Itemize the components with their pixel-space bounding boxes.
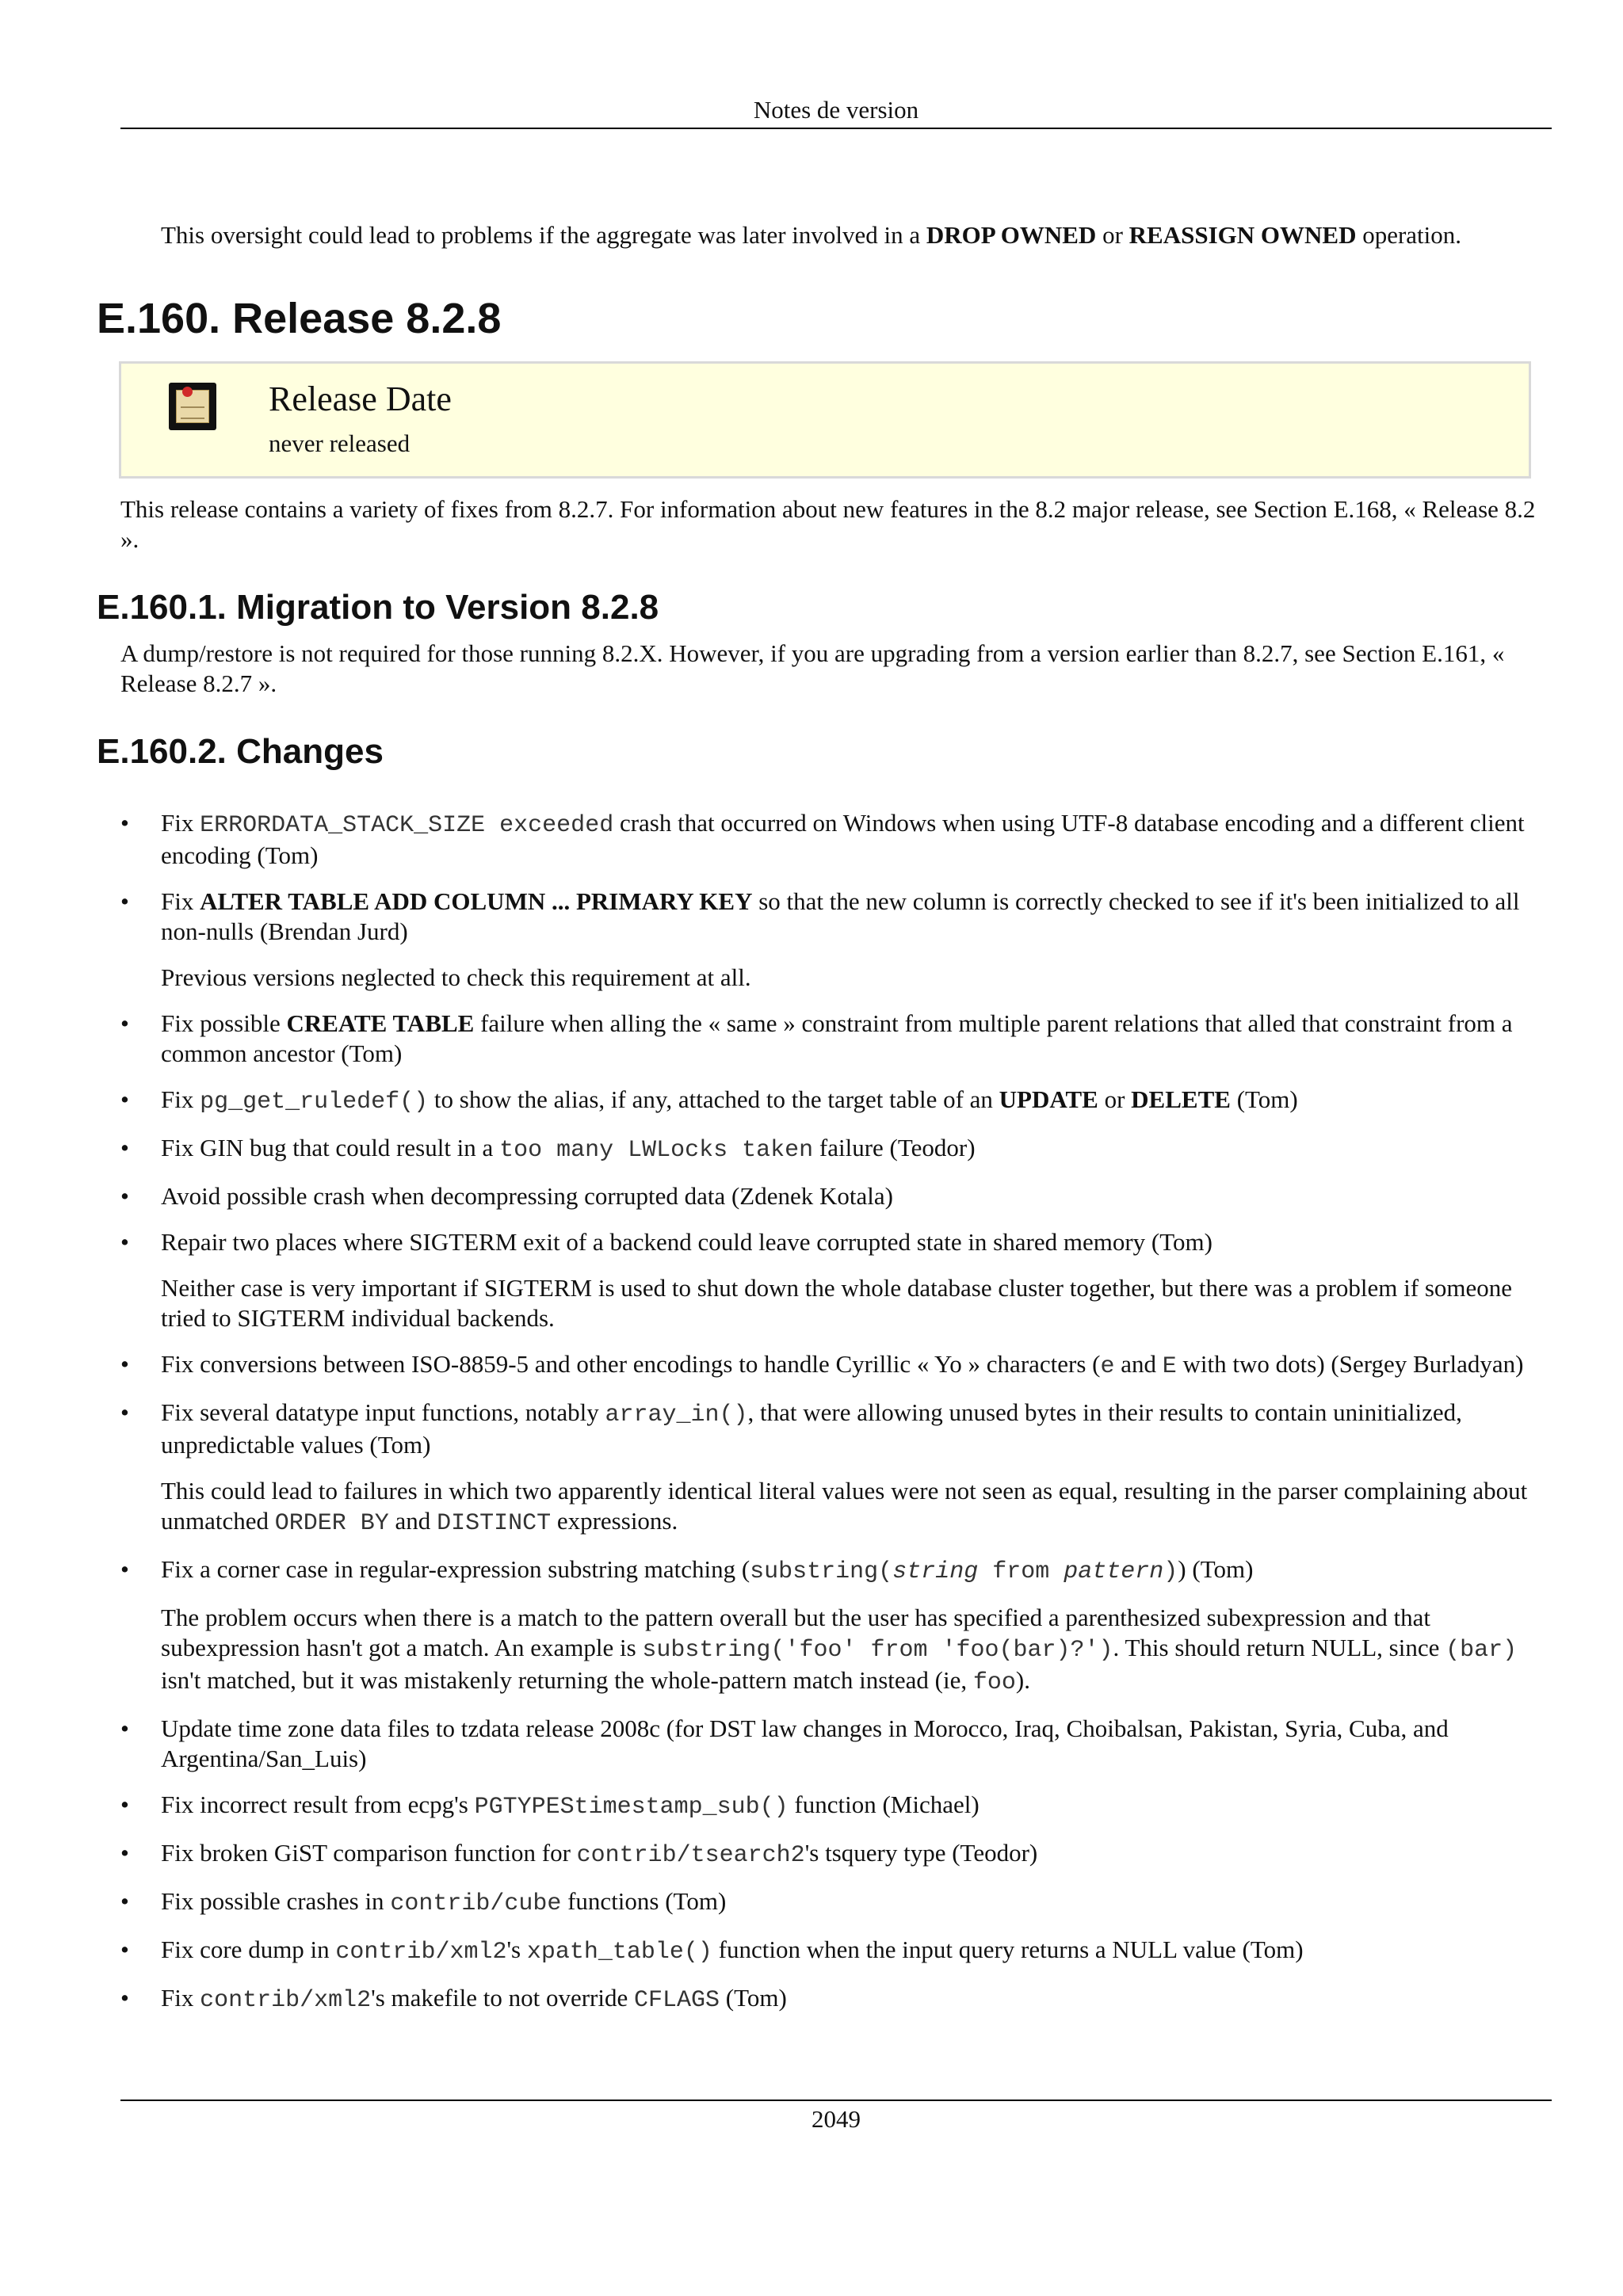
changes-title: E.160.2. Changes [97,732,384,771]
list-item: • Fix GIN bug that could result in a too many LWLocks taken failure (Teodor) [120,1133,1555,1165]
list-item: • Avoid possible crash when decompressing corrupted data (Zdenek Kotala) [120,1181,1555,1211]
reassign-owned-keyword: REASSIGN OWNED [1128,221,1357,249]
list-item: • Fix conversions between ISO-8859-5 and other encodings to handle Cyrillic « Yo » characters (e and E with two dots) (Sergey Burladyan) [120,1349,1555,1382]
list-item: • Fix core dump in contrib/xml2's xpath_table() function when the input query returns a NULL value (Tom) [120,1935,1555,1967]
list-item: • Fix pg_get_ruledef() to show the alias, if any, attached to the target table of an UPDATE or DELETE (Tom) [120,1085,1555,1117]
section-title: E.160. Release 8.2.8 [97,295,502,342]
note-body: never released [269,429,411,457]
migration-title: E.160.1. Migration to Version 8.2.8 [97,588,659,627]
running-header: Notes de version [753,96,919,124]
list-item: • Fix ERRORDATA_STACK_SIZE exceeded crash that occurred on Windows when using UTF-8 database encoding and a different client encoding (Tom) [120,808,1555,871]
list-item: • Update time zone data files to tzdata release 2008c (for DST law changes in Morocco, Iraq, Choibalsan, Pakistan, Syria, Cuba, and Argentina/San_Luis) [120,1714,1555,1774]
release-date-note [119,361,1531,479]
release-summary: This release contains a variety of fixes from 8.2.7. For information about new features in the 8.2 major release, see Section E.168, « Release 8.2 ». [120,495,1536,553]
list-item: • Fix possible CREATE TABLE failure when alling the « same » constraint from multiple parent relations that alled that constraint from a common ancestor (Tom) [120,1009,1555,1069]
list-item: • Fix possible crashes in contrib/cube functions (Tom) [120,1886,1555,1919]
intro-paragraph: This oversight could lead to problems if the aggregate was later involved in a DROP OWNED or REASSIGN OWNED operation. [161,221,1462,249]
page-content [97,220,1555,2016]
list-item: • Fix a corner case in regular-expression substring matching (substring(string from pattern)) (Tom) The problem occurs when there is a match to the pattern overall but the user has specified a parenthesized subexpression and that subexpression hasn't got a match. An example is substring('foo' from 'foo(bar)?'). This should return NULL, since (bar) isn't matched, but it was mistakenly returning the whole-pattern match instead (ie, foo). [120,1554,1555,1698]
list-item: • Fix contrib/xml2's makefile to not override CFLAGS (Tom) [120,1983,1555,2016]
list-item: • Fix several datatype input functions, notably array_in(), that were allowing unused bytes in their results to contain uninitialized, unpredictable values (Tom) This could lead to failures in which two apparently identical literal values were not seen as equal, resulting in the parser complaining about unmatched ORDER BY and DISTINCT expressions. [120,1398,1555,1539]
page-number: 2049 [812,2105,861,2133]
list-item: • Repair two places where SIGTERM exit of a backend could leave corrupted state in shared memory (Tom) Neither case is very important if SIGTERM is used to shut down the whole database cluster together, but there was a problem if someone tried to SIGTERM individual backends. [120,1227,1555,1333]
header-rule [120,128,1552,129]
changes-list [120,808,1555,2016]
migration-body: A dump/restore is not required for those running 8.2.X. However, if you are upgrading from a version earlier than 8.2.7, see Section E.161, « Release 8.2.7 ». [120,639,1505,697]
note-icon [169,383,216,430]
note-title: Release Date [269,379,452,418]
list-item: • Fix broken GiST comparison function for contrib/tsearch2's tsquery type (Teodor) [120,1838,1555,1871]
drop-owned-keyword: DROP OWNED [926,221,1097,249]
list-item: • Fix ALTER TABLE ADD COLUMN ... PRIMARY KEY so that the new column is correctly checked to see if it's been initialized to all non-nulls (Brendan Jurd) Previous versions neglected to check this requirement at all. [120,887,1555,993]
list-item: • Fix incorrect result from ecpg's PGTYPEStimestamp_sub() function (Michael) [120,1790,1555,1822]
footer-rule [120,2100,1552,2101]
